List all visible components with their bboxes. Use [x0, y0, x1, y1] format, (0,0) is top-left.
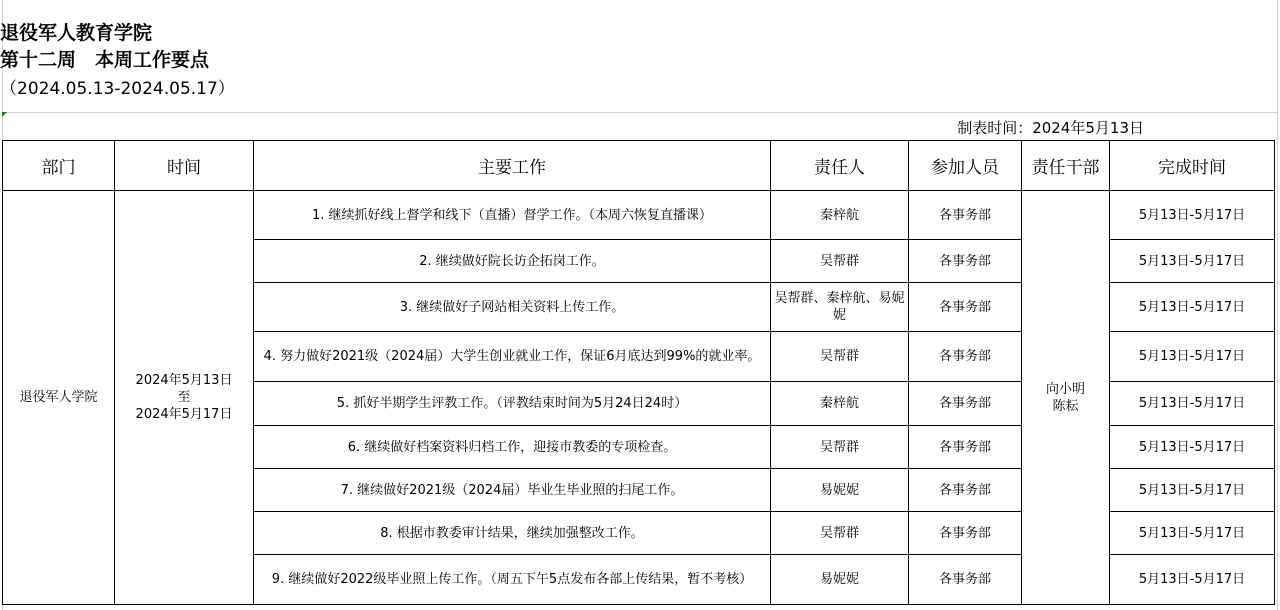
participants-cell[interactable]: 各事务部 [909, 191, 1022, 240]
date-range: （2024.05.13-2024.05.17） [0, 79, 235, 99]
participants-cell[interactable]: 各事务部 [909, 283, 1022, 332]
column-header-participants[interactable]: 参加人员 [909, 141, 1022, 191]
participants-cell[interactable]: 各事务部 [909, 469, 1022, 512]
work-cell[interactable]: 4. 努力做好2021级（2024届）大学生创业就业工作，保证6月底达到99%的就业率。 [254, 332, 771, 382]
column-header-department[interactable]: 部门 [3, 141, 115, 191]
cadre-name: 向小明 [1045, 381, 1085, 397]
owner-cell[interactable]: 易妮妮 [771, 555, 909, 605]
document-subtitle: 第十二周 本周工作要点 [0, 49, 210, 71]
owner-cell[interactable]: 秦梓航 [771, 382, 909, 426]
work-plan-table [2, 140, 1275, 605]
participants-cell[interactable]: 各事务部 [909, 332, 1022, 382]
row-divider [2, 112, 1278, 113]
participants-cell[interactable]: 各事务部 [909, 426, 1022, 469]
cadre-name: 陈耘 [1052, 398, 1079, 414]
work-cell[interactable]: 9. 继续做好2022级毕业照上传工作。（周五下午5点发布各部上传结果，暂不考核） [254, 555, 771, 605]
owner-cell[interactable]: 秦梓航 [771, 191, 909, 240]
completion-cell[interactable]: 5月13日-5月17日 [1110, 283, 1275, 332]
document-title: 退役军人教育学院 [0, 22, 153, 44]
completion-cell[interactable]: 5月13日-5月17日 [1110, 512, 1275, 555]
table-header-row [3, 141, 1275, 191]
work-cell[interactable]: 5. 抓好半期学生评教工作。（评教结束时间为5月24日24时） [254, 382, 771, 426]
completion-cell[interactable]: 5月13日-5月17日 [1110, 191, 1275, 240]
participants-cell[interactable]: 各事务部 [909, 382, 1022, 426]
completion-cell[interactable]: 5月13日-5月17日 [1110, 469, 1275, 512]
column-header-cadre[interactable]: 责任干部 [1022, 141, 1110, 191]
time-to: 至 [177, 390, 191, 405]
time-end: 2024年5月17日 [135, 407, 233, 422]
work-cell[interactable]: 2. 继续做好院长访企拓岗工作。 [254, 240, 771, 283]
participants-cell[interactable]: 各事务部 [909, 240, 1022, 283]
participants-cell[interactable]: 各事务部 [909, 555, 1022, 605]
participants-cell[interactable]: 各事务部 [909, 512, 1022, 555]
owner-cell[interactable]: 吴帮群 [771, 240, 909, 283]
work-cell[interactable]: 7. 继续做好2021级（2024届）毕业生毕业照的扫尾工作。 [254, 469, 771, 512]
made-time: 制表时间：2024年5月13日 [957, 119, 1144, 137]
completion-cell[interactable]: 5月13日-5月17日 [1110, 426, 1275, 469]
cadre-cell[interactable] [1022, 191, 1110, 605]
completion-cell[interactable]: 5月13日-5月17日 [1110, 332, 1275, 382]
completion-cell[interactable]: 5月13日-5月17日 [1110, 382, 1275, 426]
column-header-owner[interactable]: 责任人 [771, 141, 909, 191]
cell-comment-indicator-icon [2, 112, 7, 117]
department-cell[interactable]: 退役军人学院 [3, 191, 115, 605]
work-cell[interactable]: 1. 继续抓好线上督学和线下（直播）督学工作。（本周六恢复直播课） [254, 191, 771, 240]
time-cell[interactable] [115, 191, 254, 605]
table-row [3, 191, 1275, 240]
owner-cell[interactable]: 吴帮群 [771, 332, 909, 382]
owner-cell[interactable]: 吴帮群 [771, 512, 909, 555]
owner-cell[interactable]: 吴帮群 [771, 426, 909, 469]
completion-cell[interactable]: 5月13日-5月17日 [1110, 240, 1275, 283]
completion-cell[interactable]: 5月13日-5月17日 [1110, 555, 1275, 605]
owner-cell[interactable]: 吴帮群、秦梓航、易妮妮 [771, 283, 909, 332]
column-header-completion[interactable]: 完成时间 [1110, 141, 1275, 191]
work-cell[interactable]: 3. 继续做好子网站相关资料上传工作。 [254, 283, 771, 332]
work-cell[interactable]: 8. 根据市教委审计结果，继续加强整改工作。 [254, 512, 771, 555]
work-cell[interactable]: 6. 继续做好档案资料归档工作，迎接市教委的专项检查。 [254, 426, 771, 469]
time-start: 2024年5月13日 [135, 373, 233, 388]
column-header-time[interactable]: 时间 [115, 141, 254, 191]
column-header-main-work[interactable]: 主要工作 [254, 141, 771, 191]
owner-cell[interactable]: 易妮妮 [771, 469, 909, 512]
